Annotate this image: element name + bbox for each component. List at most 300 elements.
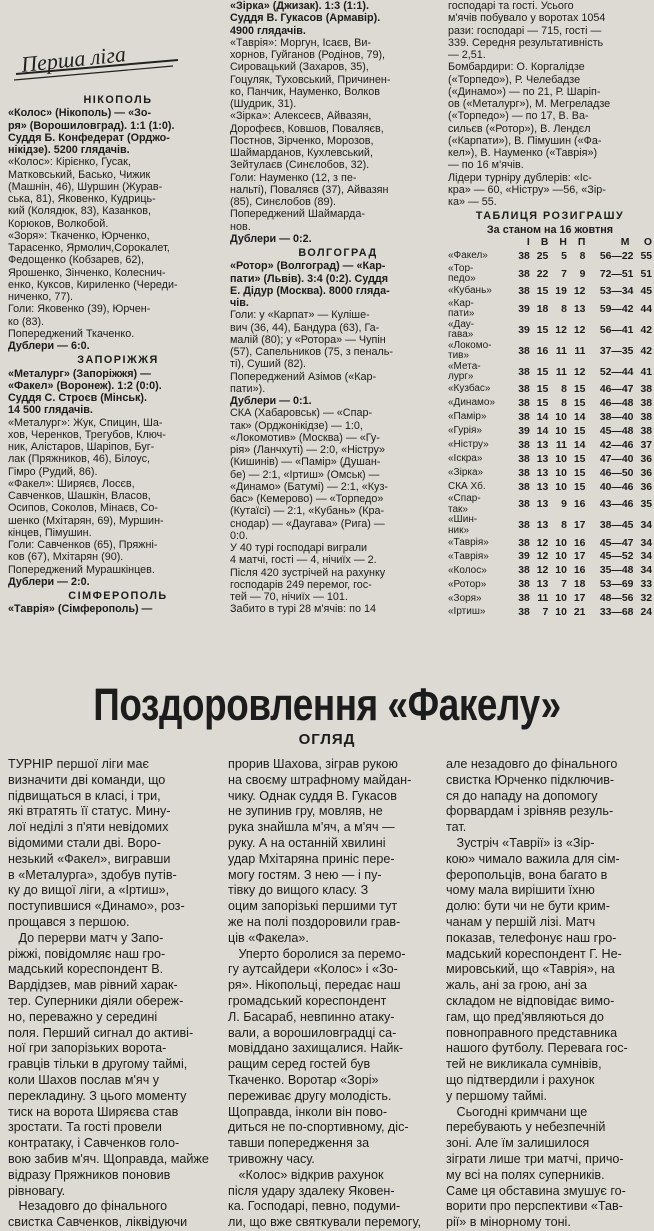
reserve-leaders: Лідери турніру дублерів: «Іс-	[448, 171, 592, 184]
table-cell-i: 38	[518, 411, 530, 423]
standings-table	[448, 236, 652, 620]
lineup: ська, 81), Яковенко, Кудриць-	[8, 193, 156, 205]
table-cell-i: 39	[518, 551, 530, 563]
lineup: Постнов, Зірченко, Морозов,	[230, 134, 374, 147]
table-cell-w: 12	[536, 565, 549, 577]
column-header: М	[620, 237, 630, 249]
table-cell-g: 56—22	[599, 251, 634, 263]
article-line: що підтвердили і рахунок	[446, 1072, 595, 1087]
article-line: тівку до вищого класу. З	[228, 883, 369, 898]
table-cell-g: 53—34	[599, 286, 634, 298]
table-cell-team: «Спар- так»	[448, 493, 481, 515]
table-row	[448, 564, 652, 578]
table-cell-g: 38—40	[599, 411, 634, 423]
article-line: феропольців, вона багато в	[446, 867, 608, 882]
table-cell-g: 47—40	[599, 453, 634, 465]
article-line: мадський кореспондент В.	[8, 962, 164, 977]
goals: ков (67), Мхітарян (90).	[8, 551, 124, 564]
table-cell-p: 34	[640, 565, 652, 577]
lineup: хорнов, Гуйганов (Родінов, 79),	[230, 49, 386, 61]
lineup: шенко (Мхітарян, 69), Муршин-	[8, 514, 164, 527]
article-line: гравців тільки в другому таймі,	[8, 1057, 188, 1072]
match-header: «Металург» (Запоріжжя) —	[8, 367, 151, 380]
round-summary: Після 420 зустрічей на рахунку	[230, 566, 386, 579]
table-row	[448, 466, 652, 480]
table-cell-d: 10	[555, 607, 567, 619]
article-line: Щоправда, інколи він пово-	[228, 1104, 388, 1119]
article-line: в «Металурга», здобув путів-	[8, 867, 177, 882]
goals: малій (80); у «Ротора» — Чупін	[230, 333, 386, 346]
lineup: кінцев, Пімушин.	[8, 526, 92, 539]
lineup: Тарасенко, Ярмолич,Сорокалет,	[8, 242, 170, 254]
article-line: чанам у першій лізі. Матч	[446, 914, 596, 929]
table-cell-w: 13	[536, 467, 549, 479]
table-row	[448, 264, 652, 285]
top-scorers: («Карпати»), В. Пімушин («Фа-	[448, 134, 602, 147]
lineup: Матковський, Басько, Чижик	[8, 168, 151, 181]
match-header: пати» (Львів). 3:4 (0:2). Суддя	[230, 272, 389, 285]
table-cell-team: «Кубань»	[448, 285, 492, 297]
lineup: Ярошенко, Зінченко, Колеснич-	[8, 266, 166, 279]
table-cell-w: 13	[536, 453, 549, 465]
table-row	[448, 550, 652, 564]
lineup: кий (Колядюк, 83), Казанков,	[8, 205, 151, 218]
match-header: Суддя В. Гукасов (Армавір).	[230, 12, 381, 25]
table-cell-d: 10	[555, 467, 567, 479]
article-line: поля. Перший сигнал до активі-	[8, 1025, 194, 1040]
lineup: Сировацький (Захаров, 35),	[230, 61, 369, 74]
table-cell-i: 39	[518, 425, 530, 437]
headline: Поздоровлення «Факелу»	[93, 679, 561, 730]
table-cell-d: 19	[555, 286, 567, 298]
match-header: «Факел» (Воронеж). 1:2 (0:0).	[8, 379, 162, 392]
city-heading: ЗАПОРІЖЖЯ	[77, 354, 159, 367]
table-cell-l: 17	[573, 520, 586, 532]
table-cell-d: 12	[555, 324, 567, 336]
table-row	[448, 410, 652, 424]
lineup: лак (Пряжников, 46), Білоус,	[8, 453, 150, 466]
table-cell-i: 38	[518, 565, 530, 577]
table-row	[448, 592, 652, 606]
table-cell-d: 11	[555, 366, 567, 378]
table-cell-p: 33	[640, 579, 652, 591]
stamp-graphic	[8, 30, 188, 86]
article-col-1	[8, 757, 209, 1230]
article-line: кою» чимало важила для сім-	[446, 851, 620, 866]
lineup: Гімро (Рудий, 86).	[8, 465, 98, 478]
top-scorers: («Динамо») — по 21, Р. Шаріп-	[448, 85, 601, 98]
article-line: вали, а ворошиловградці са-	[228, 1025, 397, 1040]
lineup: «Металург»: Жук, Спицин, Ша-	[8, 416, 163, 429]
article-line: зростати. Та гості провели	[8, 1120, 162, 1135]
article-line: форвардам і зрівняв резуль-	[446, 804, 614, 819]
round-summary: Забито в турі 28 м'ячів: по 14	[230, 603, 377, 616]
article-line: ся до нападу на допомогу	[446, 788, 598, 803]
article-line: мовіддано захищалися. Найк-	[228, 1041, 404, 1056]
table-cell-g: 45—47	[599, 537, 634, 549]
top-scorers: («Торпедо») — по 17, В. Ва-	[448, 110, 589, 123]
table-row	[448, 578, 652, 592]
table-cell-d: 10	[555, 425, 567, 437]
table-cell-i: 38	[518, 439, 530, 451]
lineup: Федощенко (Кобзарев, 62),	[8, 254, 144, 267]
round-summary: господарів 249 перемог, гос-	[230, 578, 372, 591]
lineup: «Зірка»: Алексеєв, Айвазян,	[230, 110, 372, 123]
match-header: 4900 глядачів.	[230, 24, 306, 37]
lineup: ко, Панчик, Науменко, Волков	[230, 85, 381, 98]
article-line: свистка Юрченко підключив-	[446, 772, 615, 787]
table-cell-i: 38	[518, 593, 530, 605]
table-cell-team: «Динамо»	[448, 397, 496, 409]
article-line: тей не викликала сумнівів,	[446, 1057, 602, 1072]
table-cell-w: 15	[536, 324, 549, 336]
cautions: Попереджений Шаймардa-	[230, 208, 365, 221]
table-cell-w: 25	[536, 251, 549, 263]
article-line: прорив Шахова, зіграв рукою	[228, 757, 398, 771]
article-line: ря». Нікопольці, передає наш	[228, 978, 401, 993]
table-cell-i: 38	[518, 467, 530, 479]
lineup: енко, Куксов, Кириленко (Череди-	[8, 278, 178, 291]
table-subtitle: За станом на 16 жовтня	[486, 223, 614, 236]
table-row	[448, 438, 652, 452]
table-cell-team: «Таврія»	[448, 536, 489, 548]
table-cell-p: 42	[640, 345, 652, 357]
article-line: му всі на полях суперників.	[446, 1167, 605, 1182]
table-cell-p: 32	[640, 593, 652, 605]
goals: вич (36, 44), Бандура (63), Га-	[230, 321, 380, 334]
table-row	[448, 362, 652, 383]
table-cell-p: 34	[640, 520, 652, 532]
stamp-text: Перша ліга	[19, 41, 128, 77]
table-header-row	[448, 236, 652, 250]
table-row	[448, 424, 652, 438]
table-cell-w: 22	[536, 268, 549, 280]
round-summary: господарі та гості. Усього	[448, 0, 574, 12]
article-line: гу аутсайдери «Колос» і «Зо-	[228, 962, 398, 977]
other-results: так» (Орджонікідзе) — 1:0,	[230, 419, 363, 432]
table-cell-team: «Дау- гава»	[448, 318, 475, 341]
match-header: ря» (Ворошиловград). 1:1 (1:0).	[8, 119, 175, 132]
article-line: ТУРНІР першої ліги має	[8, 757, 149, 771]
article-line: визначити дві команди, що	[8, 772, 166, 787]
table-cell-w: 15	[536, 397, 549, 409]
article-line: удар Мхітаряна приніс пере-	[228, 851, 395, 866]
other-results: бе) — 2:1, «Іртиш» (Омськ) —	[230, 468, 380, 481]
table-cell-p: 36	[640, 453, 652, 465]
match-header: «Таврія» (Сімферополь) —	[8, 603, 153, 616]
table-cell-l: 8	[579, 251, 586, 263]
lineup: Осипов, Соколов, Мінаєв, Со-	[8, 502, 158, 515]
round-summary: рази: господарі — 715, гості —	[448, 24, 602, 37]
top-scorers: ов («Металург»), М. Мегреладзе	[448, 98, 611, 110]
article-line: До перерви матч у Запо-	[8, 930, 164, 945]
article-line: Зустріч «Таврії» із «Зір-	[446, 835, 595, 850]
article-line: незький «Факел», вигравши	[8, 851, 171, 866]
table-cell-p: 36	[640, 481, 652, 493]
lineup: Зейтулаєв (Синєлобов, 32).	[230, 159, 370, 172]
round-summary: м'ячів побувало у воротах 1054	[448, 12, 606, 25]
table-row	[448, 285, 652, 299]
table-cell-l: 16	[573, 537, 586, 549]
column-b	[230, 0, 446, 672]
table-row	[448, 383, 652, 397]
article-line: могу гостям. З нею — і пу-	[228, 867, 382, 882]
table-cell-p: 34	[640, 537, 652, 549]
table-cell-w: 16	[536, 345, 549, 357]
city-heading: ВОЛГОГРАД	[298, 247, 378, 259]
article-line: підвищаться в класі, і три,	[8, 788, 161, 803]
other-results: СКА (Хабаровськ) — «Спар-	[230, 407, 373, 420]
article-line: тривожну часу.	[228, 1151, 315, 1166]
top-scorers: сильєв («Ротор»), В. Лендєл	[448, 122, 591, 135]
table-cell-p: 42	[640, 324, 652, 336]
other-results: «Динамо» (Батумі) — 2:1, «Куз-	[230, 480, 388, 493]
table-cell-d: 8	[561, 520, 567, 532]
reserves: Дублери — 2:0.	[8, 575, 90, 588]
table-cell-l: 12	[573, 286, 586, 298]
table-cell-g: 38—45	[599, 520, 634, 532]
article-line: Сьогодні кримчани ще	[446, 1104, 588, 1119]
lineup: Шаймарданов, Кухлевський,	[230, 147, 373, 159]
table-cell-w: 15	[536, 384, 549, 396]
table-cell-i: 38	[518, 397, 530, 409]
article-line: ців «Факела».	[228, 930, 309, 945]
table-cell-team: «Таврія»	[448, 550, 489, 562]
table-cell-w: 7	[542, 607, 549, 619]
table-cell-w: 13	[536, 520, 549, 532]
table-cell-d: 10	[555, 411, 567, 423]
table-row	[448, 320, 652, 341]
lineup: (Шудрик, 31).	[230, 98, 297, 110]
table-cell-i: 38	[518, 607, 530, 619]
table-cell-l: 12	[573, 324, 586, 336]
article-line: рії» в мінорному тоні.	[446, 1215, 571, 1230]
table-cell-d: 8	[561, 303, 567, 315]
article-line: гам, що пред'являються до	[446, 1009, 604, 1024]
table-cell-g: 52—44	[599, 366, 634, 378]
article-line: же на полі поздоровили грав-	[228, 914, 401, 929]
reserves: Дублери — 6:0.	[8, 340, 90, 352]
other-results: (Кишинів) — «Памір» (Душан-	[230, 456, 381, 469]
table-cell-l: 16	[573, 565, 586, 577]
table-cell-p: 38	[640, 425, 652, 437]
table-cell-d: 8	[561, 384, 567, 396]
table-cell-p: 36	[640, 467, 652, 479]
reserves: Дублери — 0:2.	[230, 232, 312, 245]
table-row	[448, 606, 652, 620]
table-cell-g: 46—50	[599, 467, 634, 479]
other-results: бас» (Кемерово) — «Торпедо»	[230, 493, 384, 505]
table-cell-l: 15	[573, 467, 586, 479]
article-line: ращим серед гостей був	[228, 1057, 371, 1072]
lineup: Гоцуляк, Туховський, Причинен-	[230, 73, 391, 86]
article-line: мировський, що «Таврія», на	[446, 962, 615, 977]
table-cell-l: 15	[573, 425, 586, 437]
table-cell-team: «Факел»	[448, 250, 488, 262]
article-line: поступившися «Динамо», роз-	[8, 899, 185, 914]
table-cell-w: 12	[536, 551, 549, 563]
article-line: ної гри запорізьких ворота-	[8, 1041, 167, 1056]
table-cell-d: 11	[555, 345, 567, 357]
lineup: ник, Алістаров, Шаріпов, Буг-	[8, 441, 155, 453]
goals: нальті), Поваляєв (37), Айвазян	[230, 183, 389, 196]
article-line: «Колос» відкрив рахунок	[228, 1167, 384, 1182]
goals: Голи: Яковенко (39), Юрчен-	[8, 303, 151, 316]
table-cell-d: 10	[555, 593, 567, 605]
table-cell-g: 48—56	[599, 593, 634, 605]
article-line: Незадовго до фінального	[8, 1199, 168, 1214]
article-line: на своєму штрафному майдан-	[228, 772, 412, 787]
table-cell-d: 5	[561, 251, 567, 263]
match-header: нікідзе). 5200 глядачів.	[8, 144, 130, 156]
table-cell-team: «Іскра»	[448, 452, 483, 464]
article-line: складом не відповідає вимо-	[446, 993, 615, 1008]
table-cell-w: 14	[536, 425, 549, 437]
table-cell-w: 13	[536, 481, 549, 493]
article-line: лої неділі з п'яти невідомих	[8, 820, 169, 835]
table-cell-i: 38	[518, 453, 530, 465]
lineup: хов, Черенков, Трегубов, Ключ-	[8, 428, 166, 441]
other-results: 0:0.	[230, 529, 249, 542]
article-line: тер. Суперники діяли обереж-	[8, 993, 184, 1008]
table-cell-i: 38	[518, 286, 530, 298]
round-summary: тей — 70, нічиїх — 101.	[230, 591, 348, 603]
table-cell-team: «Ністру»	[448, 439, 489, 451]
article-line: жаль, ані за грою, ані за	[446, 978, 587, 993]
table-cell-team: «Кар- пати»	[448, 297, 475, 320]
table-cell-team: «Іртиш»	[448, 606, 486, 618]
article-line: руку. А на останній хвилині	[228, 835, 386, 850]
table-cell-l: 15	[573, 481, 586, 493]
table-cell-d: 9	[561, 499, 567, 511]
table-cell-i: 38	[518, 481, 530, 493]
reserves: Дублери — 0:1.	[230, 395, 312, 407]
table-cell-l: 13	[573, 303, 586, 315]
city-heading: СІМФЕРОПОЛЬ	[68, 590, 168, 602]
lineup: Корюков, Волкобой.	[8, 217, 109, 230]
table-cell-i: 38	[518, 579, 530, 591]
article-line: Саме ця обставина змушує го-	[446, 1183, 626, 1198]
table-cell-d: 10	[555, 453, 567, 465]
table-cell-g: 43—46	[599, 499, 634, 511]
article-line: перекладину. З цього моменту	[8, 1088, 187, 1103]
table-cell-l: 17	[573, 551, 586, 563]
table-cell-p: 45	[640, 286, 652, 298]
other-results: «Локомотив» (Москва) — «Гу-	[230, 431, 380, 444]
table-cell-g: 45—52	[599, 551, 634, 563]
table-cell-p: 37	[640, 439, 652, 451]
article-line: вою забив м'яч. Щоправда, майже	[8, 1151, 209, 1166]
article-line: коли Шахов послав м'яч у	[8, 1072, 160, 1087]
article-line: Вардідзев, мав рівний харак-	[8, 978, 178, 993]
table-cell-g: 33—68	[599, 607, 634, 619]
article-line: рівновагу.	[8, 1183, 66, 1198]
round-summary: У 40 турі господарі виграли	[230, 542, 368, 554]
match-header: 14 500 глядачів.	[8, 404, 93, 417]
article-line: після удару здалеку Яковен-	[228, 1183, 395, 1198]
match-header: «Колос» (Нікополь) — «Зо-	[8, 107, 152, 120]
article-line: але незадовго до фінального	[446, 757, 618, 771]
article-line: які втратять її статус. Мину-	[8, 804, 171, 819]
lineup: (Машнін, 46), Шуршин (Журав-	[8, 180, 163, 193]
article-line: ли, що вже святкували перемогу,	[228, 1215, 422, 1230]
table-row	[448, 397, 652, 411]
round-summary: 4 матчі, гості — 4, нічиїх — 2.	[230, 554, 377, 567]
match-header: Суддя С. Строєв (Мінськ).	[8, 392, 147, 404]
table-cell-d: 8	[561, 397, 567, 409]
table-cell-d: 10	[555, 551, 567, 563]
table-cell-l: 15	[573, 397, 586, 409]
table-cell-p: 38	[640, 411, 652, 423]
article-line: диться не по-спортивному, діс-	[228, 1120, 409, 1135]
table-cell-w: 11	[537, 593, 549, 605]
article-line: не зупинив гру, мовляв, не	[228, 804, 383, 819]
article-line: свистка Савченков, ліквідуючи	[8, 1215, 188, 1230]
article-line: ку до вищої ліги, а «Іртиш»,	[8, 883, 170, 898]
column-a	[8, 92, 228, 670]
article-line: відразу Пряжников поновив	[8, 1167, 171, 1182]
article-line: чику. Однак суддя В. Гукасов	[228, 788, 397, 803]
table-cell-p: 35	[640, 499, 652, 511]
column-header: В	[540, 237, 549, 249]
other-results: снодар) — «Даугава» (Рига) —	[230, 517, 385, 530]
table-row	[448, 452, 652, 466]
table-cell-l: 18	[573, 579, 586, 591]
table-cell-w: 13	[536, 499, 549, 511]
article-line: оцим запорізькі першими тут	[228, 899, 398, 914]
table-cell-team: «Кузбас»	[448, 383, 491, 395]
table-cell-team: «Мета- лург»	[448, 360, 481, 383]
column-header: П	[577, 237, 586, 249]
table-cell-team: «Гурія»	[448, 425, 482, 437]
table-cell-w: 12	[536, 537, 549, 549]
table-cell-team: «Ротор»	[448, 578, 487, 590]
city-heading: НІКОПОЛЬ	[83, 94, 153, 106]
article-line: ворити про перспективи «Тав-	[446, 1199, 623, 1214]
article-line: показав, телефонує наш гро-	[446, 930, 617, 945]
table-cell-d: 7	[561, 579, 567, 591]
article-line: зіграти лише три матчі, причо-	[446, 1151, 624, 1166]
reserve-leaders: ка» — 55.	[448, 196, 497, 208]
match-header: чів.	[230, 297, 249, 309]
article-line: рука знайшла м'яч, а м'яч —	[228, 820, 395, 835]
article-line: но, переважно у середині	[8, 1009, 158, 1024]
column-header: О	[643, 237, 652, 249]
top-scorers: Бомбардири: О. Коргалідзе	[448, 61, 585, 74]
table-cell-g: 72—51	[599, 268, 634, 280]
table-cell-p: 34	[640, 551, 652, 563]
table-cell-i: 38	[518, 366, 530, 378]
table-cell-w: 15	[536, 366, 549, 378]
table-cell-i: 39	[518, 324, 530, 336]
table-cell-g: 53—69	[599, 579, 634, 591]
goals: Голи: Науменко (12, з пе-	[230, 171, 357, 184]
table-row	[448, 515, 652, 536]
cautions: Попереджений Ткаченко.	[8, 327, 135, 340]
reserve-leaders: кра» — 60, «Ністру» —56, «Зір-	[448, 183, 606, 196]
article-line: нашого футболу. Перевага гос-	[446, 1041, 628, 1056]
cautions: пати»).	[230, 382, 266, 395]
goals: ко (83).	[8, 315, 45, 328]
table-cell-p: 38	[640, 384, 652, 396]
cautions: нов.	[230, 220, 251, 233]
article-line: долю: бути чи не бути крим-	[446, 899, 610, 914]
table-row	[448, 299, 652, 320]
other-results: рія» (Ланчхуті) — 2:0, «Ністру»	[230, 444, 386, 456]
table-cell-d: 10	[555, 481, 567, 493]
top-scorers: («Торпедо»), Р. Челебадзе	[448, 73, 581, 86]
column-header: Н	[559, 237, 567, 249]
